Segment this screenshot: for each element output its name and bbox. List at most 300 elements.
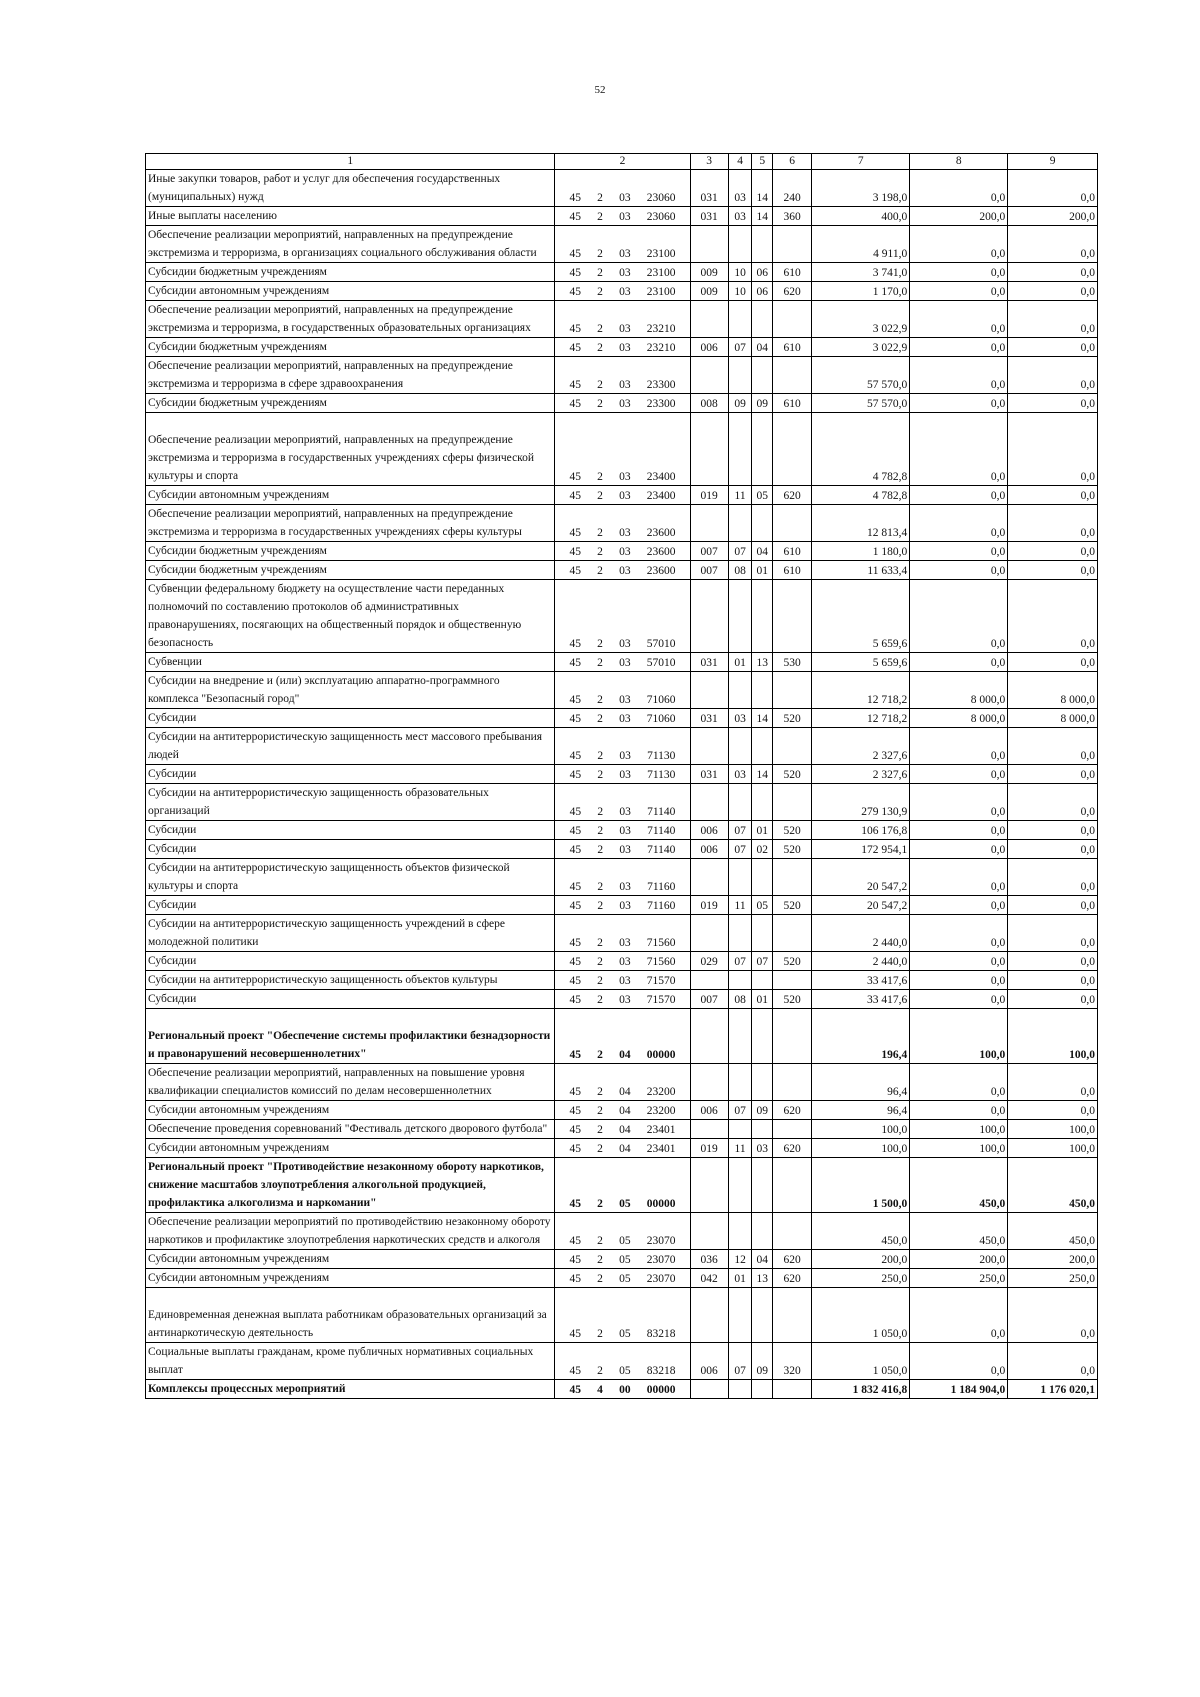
row-code (555, 896, 690, 915)
code-part: 45 (569, 844, 582, 856)
row-name: Субсидии на внедрение и (или) эксплуатацию аппаратно-программного комплекса "Безопасный город" (146, 672, 555, 709)
code-part: 45 (569, 750, 582, 762)
code-part: 2 (597, 825, 604, 837)
row-name: Субвенции федеральному бюджету на осуществление части переданных полномочий по составлению протоколов об административных правонарушениях, посягающих на общественный порядок и общественную безопасность (146, 580, 555, 653)
row-col9: 8 000,0 (1008, 709, 1098, 728)
row-col6 (773, 226, 812, 263)
code-part: 2 (597, 750, 604, 762)
code-part: 45 (569, 825, 582, 837)
row-col8: 0,0 (910, 338, 1008, 357)
code-part: 23210 (646, 323, 676, 335)
code-part: 2 (597, 638, 603, 650)
row-name: Субсидии автономным учреждениям (146, 1101, 555, 1120)
row-col8: 8 000,0 (910, 672, 1008, 709)
code-part: 2 (597, 471, 603, 483)
row-col8: 250,0 (910, 1269, 1008, 1288)
code-part: 45 (569, 286, 582, 298)
code-part: 03 (619, 657, 631, 669)
row-col5 (752, 1064, 773, 1101)
row-col5: 07 (752, 952, 773, 971)
row-col4: 07 (728, 1343, 752, 1380)
row-col5: 05 (752, 486, 773, 505)
table-row (146, 486, 1098, 505)
row-col5 (752, 915, 773, 952)
code-part: 71130 (647, 750, 676, 762)
row-col9: 1 176 020,1 (1008, 1380, 1098, 1399)
row-col3: 006 (690, 1101, 728, 1120)
row-col6: 620 (773, 1101, 812, 1120)
row-col5: 02 (752, 840, 773, 859)
code-part: 2 (597, 1086, 603, 1098)
row-col9: 200,0 (1008, 207, 1098, 226)
row-col8: 0,0 (910, 915, 1008, 952)
code-part: 71060 (646, 713, 676, 725)
code-part: 2 (597, 900, 604, 912)
code-part: 2 (597, 713, 603, 725)
row-col8: 0,0 (910, 301, 1008, 338)
row-code (555, 263, 690, 282)
row-code (555, 282, 690, 301)
row-name: Обеспечение реализации мероприятий, направленных на предупреждение экстремизма и терроризма в государственных учреждениях сферы физической культуры и спорта (146, 413, 555, 486)
code-part: 23070 (646, 1254, 676, 1266)
row-col7: 5 659,6 (812, 580, 910, 653)
code-part: 23401 (646, 1124, 676, 1136)
table-row (146, 765, 1098, 784)
row-col9: 100,0 (1008, 1139, 1098, 1158)
row-col4: 12 (728, 1250, 752, 1269)
code-part: 05 (619, 1198, 631, 1210)
row-col6: 620 (773, 1250, 812, 1269)
code-part: 05 (619, 1328, 631, 1340)
code-part: 2 (597, 286, 603, 298)
row-col9: 0,0 (1008, 971, 1098, 990)
code-parts (557, 824, 687, 839)
code-parts (557, 955, 687, 970)
row-col3 (690, 784, 728, 821)
row-col6: 520 (773, 821, 812, 840)
code-part: 03 (619, 975, 631, 987)
code-parts (557, 545, 687, 560)
row-col9: 250,0 (1008, 1269, 1098, 1288)
code-part: 05 (619, 1235, 631, 1247)
row-col5: 06 (752, 282, 773, 301)
row-col5: 14 (752, 709, 773, 728)
row-code (555, 301, 690, 338)
row-col6: 610 (773, 263, 812, 282)
row-col8: 100,0 (910, 1139, 1008, 1158)
row-col3 (690, 357, 728, 394)
row-col4 (728, 413, 752, 486)
row-col7: 196,4 (812, 1009, 910, 1064)
row-col4 (728, 859, 752, 896)
code-parts (557, 397, 687, 412)
code-part: 2 (597, 657, 603, 669)
row-col3 (690, 1064, 728, 1101)
row-name: Региональный проект "Обеспечение системы профилактики безнадзорности и правонарушений несовершеннолетних" (146, 1009, 555, 1064)
row-col7: 1 050,0 (812, 1343, 910, 1380)
row-col9: 0,0 (1008, 394, 1098, 413)
row-col9: 100,0 (1008, 1120, 1098, 1139)
row-col7: 4 782,8 (812, 413, 910, 486)
row-col6: 610 (773, 394, 812, 413)
code-part: 03 (619, 490, 631, 502)
row-col5: 09 (752, 1343, 773, 1380)
row-col9: 0,0 (1008, 580, 1098, 653)
row-col8: 0,0 (910, 859, 1008, 896)
code-part: 23200 (646, 1086, 676, 1098)
code-parts (557, 1327, 687, 1342)
table-row (146, 672, 1098, 709)
code-part: 2 (597, 956, 603, 968)
row-code (555, 1064, 690, 1101)
row-col5: 09 (752, 1101, 773, 1120)
row-col8: 0,0 (910, 170, 1008, 207)
row-col9: 0,0 (1008, 1343, 1098, 1380)
row-col5 (752, 1120, 773, 1139)
row-col5 (752, 413, 773, 486)
row-col7: 400,0 (812, 207, 910, 226)
code-part: 71560 (646, 956, 676, 968)
row-col7: 4 911,0 (812, 226, 910, 263)
row-col4: 01 (728, 1269, 752, 1288)
row-col5: 04 (752, 542, 773, 561)
row-code (555, 859, 690, 896)
row-col6: 520 (773, 709, 812, 728)
code-parts (557, 656, 687, 671)
row-col4 (728, 1009, 752, 1064)
code-part: 2 (597, 975, 603, 987)
code-part: 71160 (647, 900, 676, 912)
row-col7: 96,4 (812, 1101, 910, 1120)
row-col8: 0,0 (910, 1064, 1008, 1101)
row-col9: 0,0 (1008, 1288, 1098, 1343)
row-col8: 0,0 (910, 394, 1008, 413)
row-col6: 530 (773, 653, 812, 672)
row-col9: 0,0 (1008, 263, 1098, 282)
code-parts (557, 974, 687, 989)
row-col4: 11 (728, 486, 752, 505)
row-col3: 029 (690, 952, 728, 971)
table-row (146, 542, 1098, 561)
code-part: 45 (569, 211, 582, 223)
code-parts (557, 768, 687, 783)
row-code (555, 1269, 690, 1288)
code-part: 45 (569, 1124, 582, 1136)
row-col8: 0,0 (910, 765, 1008, 784)
table-row (146, 915, 1098, 952)
code-part: 04 (619, 1124, 631, 1136)
code-part: 23100 (646, 286, 676, 298)
row-col3: 031 (690, 709, 728, 728)
row-col9: 0,0 (1008, 859, 1098, 896)
table-row (146, 1213, 1098, 1250)
code-part: 71570 (646, 994, 676, 1006)
row-col3 (690, 1213, 728, 1250)
code-part: 03 (619, 248, 631, 260)
row-code (555, 1139, 690, 1158)
row-col6 (773, 859, 812, 896)
code-part: 04 (619, 1105, 631, 1117)
row-col6 (773, 357, 812, 394)
code-part: 04 (619, 1143, 631, 1155)
code-part: 03 (619, 192, 631, 204)
row-name: Иные закупки товаров, работ и услуг для обеспечения государственных (муниципальных) нужд (146, 170, 555, 207)
code-part: 45 (569, 1273, 582, 1285)
code-part: 45 (569, 471, 582, 483)
code-part: 03 (619, 379, 631, 391)
table-row (146, 821, 1098, 840)
code-part: 23400 (646, 490, 676, 502)
row-col7: 5 659,6 (812, 653, 910, 672)
table-row (146, 505, 1098, 542)
row-name: Субсидии автономным учреждениям (146, 1269, 555, 1288)
table-row (146, 282, 1098, 301)
row-name: Обеспечение реализации мероприятий, направленных на предупреждение экстремизма и терроризма в государственных учреждениях сферы культуры (146, 505, 555, 542)
row-col7: 3 022,9 (812, 338, 910, 357)
code-part: 45 (569, 881, 582, 893)
row-col8: 0,0 (910, 952, 1008, 971)
header-col-5: 5 (752, 154, 773, 170)
row-code (555, 505, 690, 542)
row-col3: 007 (690, 990, 728, 1009)
code-part: 23070 (646, 1235, 676, 1247)
row-col4 (728, 226, 752, 263)
row-col8: 450,0 (910, 1158, 1008, 1213)
code-part: 23070 (646, 1273, 676, 1285)
row-col9: 0,0 (1008, 728, 1098, 765)
row-col6 (773, 505, 812, 542)
row-col7: 12 718,2 (812, 672, 910, 709)
row-col5: 14 (752, 207, 773, 226)
code-parts (557, 1383, 687, 1398)
code-parts (557, 1104, 687, 1119)
row-code (555, 728, 690, 765)
row-name: Субсидии бюджетным учреждениям (146, 338, 555, 357)
code-part: 45 (569, 1198, 582, 1210)
table-row (146, 1139, 1098, 1158)
code-part: 03 (619, 956, 631, 968)
row-col7: 2 327,6 (812, 765, 910, 784)
row-col4 (728, 505, 752, 542)
row-name: Комплексы процессных мероприятий (146, 1380, 555, 1399)
row-col5: 13 (752, 653, 773, 672)
row-col7: 200,0 (812, 1250, 910, 1269)
row-col7: 106 176,8 (812, 821, 910, 840)
row-col3 (690, 859, 728, 896)
row-col5: 14 (752, 170, 773, 207)
code-part: 2 (597, 1235, 603, 1247)
row-col9: 0,0 (1008, 542, 1098, 561)
code-parts (557, 1085, 687, 1100)
page-number: 52 (594, 84, 606, 96)
row-col8: 0,0 (910, 505, 1008, 542)
row-col9: 0,0 (1008, 357, 1098, 394)
row-name: Единовременная денежная выплата работникам образовательных организаций за антинаркотическую деятельность (146, 1288, 555, 1343)
code-part: 2 (597, 192, 603, 204)
row-col6: 620 (773, 1139, 812, 1158)
row-col8: 0,0 (910, 1101, 1008, 1120)
row-col6: 610 (773, 542, 812, 561)
code-part: 23300 (646, 379, 676, 391)
code-part: 03 (619, 323, 631, 335)
row-col6: 520 (773, 896, 812, 915)
row-col4: 09 (728, 394, 752, 413)
row-col4 (728, 1120, 752, 1139)
code-parts (557, 341, 687, 356)
row-col6: 360 (773, 207, 812, 226)
row-col3 (690, 580, 728, 653)
row-col8: 0,0 (910, 728, 1008, 765)
row-col4 (728, 301, 752, 338)
code-part: 45 (569, 900, 582, 912)
row-col6: 520 (773, 765, 812, 784)
code-part: 2 (597, 806, 604, 818)
code-part: 03 (619, 211, 631, 223)
row-col7: 20 547,2 (812, 896, 910, 915)
code-parts (557, 489, 687, 504)
table-row (146, 784, 1098, 821)
code-part: 03 (619, 825, 631, 837)
row-code (555, 1120, 690, 1139)
row-col5 (752, 580, 773, 653)
row-col9: 0,0 (1008, 561, 1098, 580)
table-row (146, 1009, 1098, 1064)
code-parts (557, 1123, 687, 1138)
code-parts (557, 899, 687, 914)
code-parts (557, 1253, 687, 1268)
row-name: Субсидии бюджетным учреждениям (146, 394, 555, 413)
code-part: 45 (569, 1235, 582, 1247)
code-part: 05 (619, 1365, 631, 1377)
row-col9: 0,0 (1008, 226, 1098, 263)
row-col9: 200,0 (1008, 1250, 1098, 1269)
code-part: 45 (569, 994, 582, 1006)
code-part: 2 (597, 937, 603, 949)
row-col5 (752, 728, 773, 765)
row-code (555, 1101, 690, 1120)
code-part: 03 (619, 937, 631, 949)
row-col5: 13 (752, 1269, 773, 1288)
code-part: 45 (569, 1254, 582, 1266)
row-col4 (728, 971, 752, 990)
row-col6: 520 (773, 840, 812, 859)
row-code (555, 486, 690, 505)
row-col6 (773, 672, 812, 709)
row-col3: 006 (690, 1343, 728, 1380)
row-col3 (690, 1380, 728, 1399)
row-col4 (728, 1158, 752, 1213)
row-col8: 200,0 (910, 207, 1008, 226)
row-col6: 520 (773, 990, 812, 1009)
row-code (555, 672, 690, 709)
row-col8: 0,0 (910, 486, 1008, 505)
table-row (146, 859, 1098, 896)
row-name: Субсидии на антитеррористическую защищенность объектов физической культуры и спорта (146, 859, 555, 896)
row-col3: 009 (690, 263, 728, 282)
row-col5 (752, 1213, 773, 1250)
code-parts (557, 843, 687, 858)
row-col4: 07 (728, 952, 752, 971)
row-col7: 20 547,2 (812, 859, 910, 896)
row-col9: 450,0 (1008, 1213, 1098, 1250)
code-part: 23210 (646, 342, 676, 354)
row-col4: 01 (728, 653, 752, 672)
code-parts (557, 210, 687, 225)
row-col6 (773, 301, 812, 338)
table-row (146, 226, 1098, 263)
table-row (146, 709, 1098, 728)
row-col7: 33 417,6 (812, 971, 910, 990)
row-code (555, 1009, 690, 1064)
table-row (146, 413, 1098, 486)
row-col7: 57 570,0 (812, 394, 910, 413)
row-col8: 100,0 (910, 1120, 1008, 1139)
row-col6: 610 (773, 338, 812, 357)
table-row (146, 338, 1098, 357)
code-part: 23060 (646, 211, 676, 223)
row-name: Субсидии бюджетным учреждениям (146, 542, 555, 561)
row-col5 (752, 971, 773, 990)
row-col5: 04 (752, 338, 773, 357)
row-col4: 11 (728, 896, 752, 915)
code-part: 05 (619, 1254, 631, 1266)
row-col8: 0,0 (910, 1288, 1008, 1343)
row-col3 (690, 915, 728, 952)
row-col4: 07 (728, 1101, 752, 1120)
table-row (146, 301, 1098, 338)
code-part: 71130 (647, 769, 676, 781)
table-row (146, 1064, 1098, 1101)
row-col4 (728, 357, 752, 394)
row-col3: 007 (690, 542, 728, 561)
row-name: Субсидии автономным учреждениям (146, 1139, 555, 1158)
table-row (146, 357, 1098, 394)
row-col6 (773, 1009, 812, 1064)
row-col3: 007 (690, 561, 728, 580)
row-col8: 0,0 (910, 821, 1008, 840)
row-col4: 07 (728, 840, 752, 859)
row-col4 (728, 1288, 752, 1343)
row-col8: 0,0 (910, 653, 1008, 672)
row-col4: 07 (728, 542, 752, 561)
table-row (146, 1250, 1098, 1269)
code-part: 03 (619, 546, 631, 558)
row-col8: 100,0 (910, 1009, 1008, 1064)
code-parts (557, 470, 687, 485)
row-col3: 036 (690, 1250, 728, 1269)
header-col-7: 7 (812, 154, 910, 170)
code-parts (557, 247, 687, 262)
table-row (146, 728, 1098, 765)
row-col4: 11 (728, 1139, 752, 1158)
code-part: 45 (569, 956, 582, 968)
code-part: 03 (619, 267, 631, 279)
row-code (555, 207, 690, 226)
row-col3 (690, 672, 728, 709)
code-part: 45 (569, 248, 582, 260)
row-col4: 03 (728, 207, 752, 226)
row-col5 (752, 226, 773, 263)
row-col5 (752, 859, 773, 896)
row-col5: 05 (752, 896, 773, 915)
row-col6 (773, 1380, 812, 1399)
code-part: 45 (569, 267, 582, 279)
code-part: 45 (569, 565, 582, 577)
code-part: 2 (597, 1365, 603, 1377)
row-col3 (690, 1009, 728, 1064)
table-row (146, 1120, 1098, 1139)
code-part: 00000 (646, 1049, 676, 1061)
